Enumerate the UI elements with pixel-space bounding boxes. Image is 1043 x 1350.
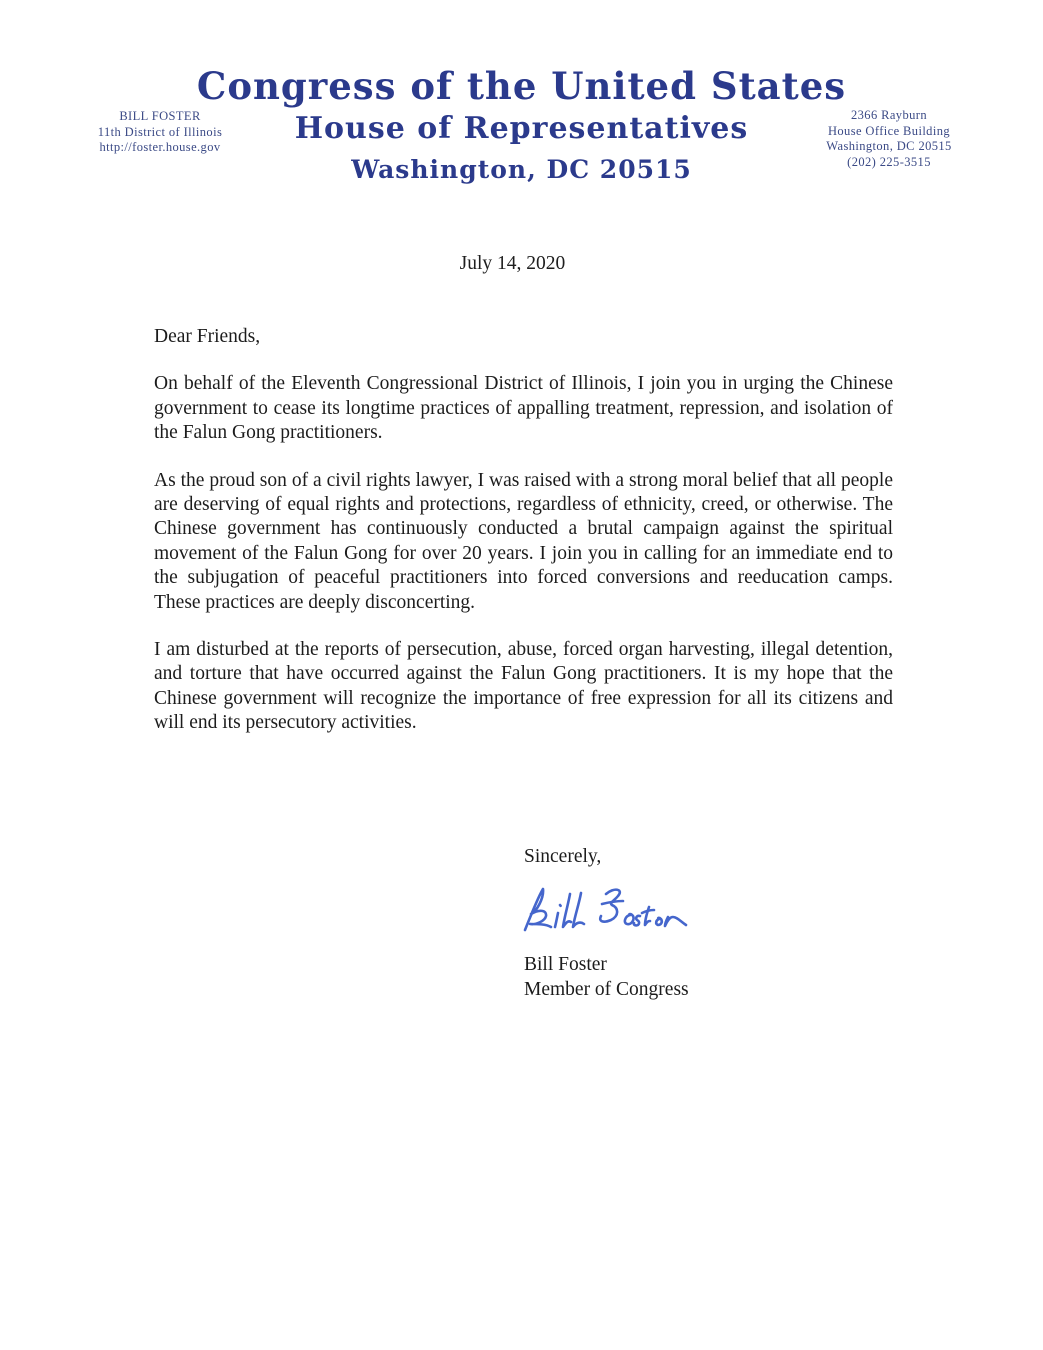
handwritten-signature [518,881,689,943]
closing-salutation: Sincerely, [524,846,602,867]
member-website: http://foster.house.gov [99,140,221,154]
signature-ink-icon [518,881,688,943]
letterhead-title-house: House of Representatives [294,111,749,146]
signer-name: Bill Foster [524,954,607,976]
paragraph-1: On behalf of the Eleventh Congressional District of Illinois, I join you in urging the Chinese government to cease its longtime practices of appalling treatment, repression, and isolation of the Falun Gong practitioners. [154,373,893,444]
letterhead-title-washington: Washington, DC 20515 [351,155,692,184]
member-district: 11th District of Illinois [97,124,223,139]
office-building: House Office Building [827,123,951,138]
paragraph-3: I am disturbed at the reports of persecution, abuse, forced organ harvesting, illegal detention, and torture that have occurred against the Falun Gong practitioners. It is my hope that the Chinese government will recognize the importance of free expression for all its citizens and will end its persecutory activities. [154,639,893,734]
office-city: Washington, DC 20515 [826,139,952,153]
letter-date: July 14, 2020 [459,253,566,274]
signer-title: Member of Congress [524,978,689,1000]
letter-body [154,325,893,759]
letterhead-office-block [779,108,999,170]
office-phone: (202) 225-3515 [847,154,931,169]
member-name: BILL FOSTER [119,109,201,123]
paragraph-2: As the proud son of a civil rights lawyer, I was raised with a strong moral belief that all people are deserving of equal rights and protections, regardless of ethnicity, creed, or otherwise. The Chinese government has continuously conducted a brutal campaign against the spiritual movement of the Falun Gong for over 20 years. I join you in calling for an immediate end to the subjugation of peaceful practitioners into forced conversions and reeducation camps. These practices are deeply disconcerting. [154,469,893,613]
office-room: 2366 Rayburn [851,108,927,122]
salutation: Dear Friends, [154,326,261,347]
closing-block [524,845,689,1002]
letterhead-title-congress: Congress of the United States [196,64,847,108]
